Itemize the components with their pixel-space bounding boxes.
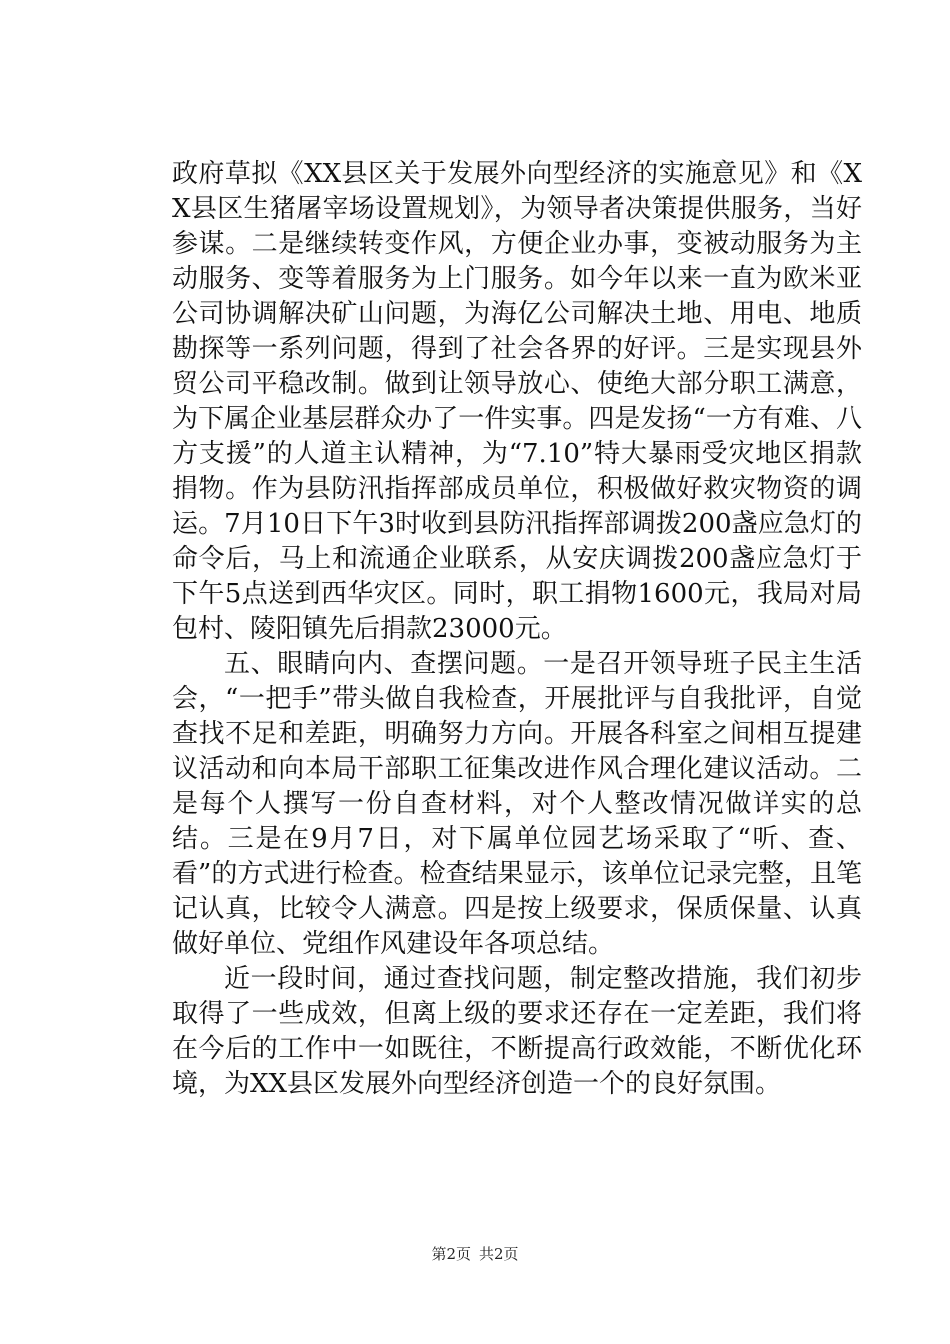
page-total: 共2页: [479, 1245, 519, 1263]
page-footer: [0, 1244, 950, 1264]
paragraph-conclusion: 近一段时间，通过查找问题，制定整改措施，我们初步取得了一些成效，但离上级的要求还存在一定差距，我们将在今后的工作中一如既往，不断提高行政效能，不断优化环境，为XX县区发展外向型经济创造一个的良好氛围。: [172, 964, 862, 1099]
paragraph-section-five: 五、眼睛向内、查摆问题。一是召开领导班子民主生活会，“一把手”带头做自我检查，开展批评与自我批评，自觉查找不足和差距，明确努力方向。开展各科室之间相互提建议活动和向本局干部职工征集改进作风合理化建议活动。二是每个人撰写一份自查材料，对个人整改情况做详实的总结。三是在9月7日，对下属单位园艺场采取了“听、查、看”的方式进行检查。检查结果显示，该单位记录完整，且笔记认真，比较令人满意。四是按上级要求，保质保量、认真做好单位、党组作风建设年各项总结。: [172, 649, 862, 959]
document-body: [172, 157, 862, 1102]
paragraph-continued: 政府草拟《XX县区关于发展外向型经济的实施意见》和《XX县区生猪屠宰场设置规划》，为领导者决策提供服务，当好参谋。二是继续转变作风，方便企业办事，变被动服务为主动服务、变等着服务为上门服务。如今年以来一直为欧米亚公司协调解决矿山问题，为海亿公司解决土地、用电、地质勘探等一系列问题，得到了社会各界的好评。三是实现县外贸公司平稳改制。做到让领导放心、使绝大部分职工满意，为下属企业基层群众办了一件实事。四是发扬“一方有难、八方支援”的人道主认精神，为“7.10”特大暴雨受灾地区捐款捐物。作为县防汛指挥部成员单位，积极做好救灾物资的调运。7月10日下午3时收到县防汛指挥部调拨200盏应急灯的命令后，马上和流通企业联系，从安庆调拨200盏应急灯于下午5点送到西华灾区。同时，职工捐物1600元，我局对局包村、陵阳镇先后捐款23000元。: [172, 159, 862, 644]
page-number: 第2页: [431, 1245, 471, 1263]
